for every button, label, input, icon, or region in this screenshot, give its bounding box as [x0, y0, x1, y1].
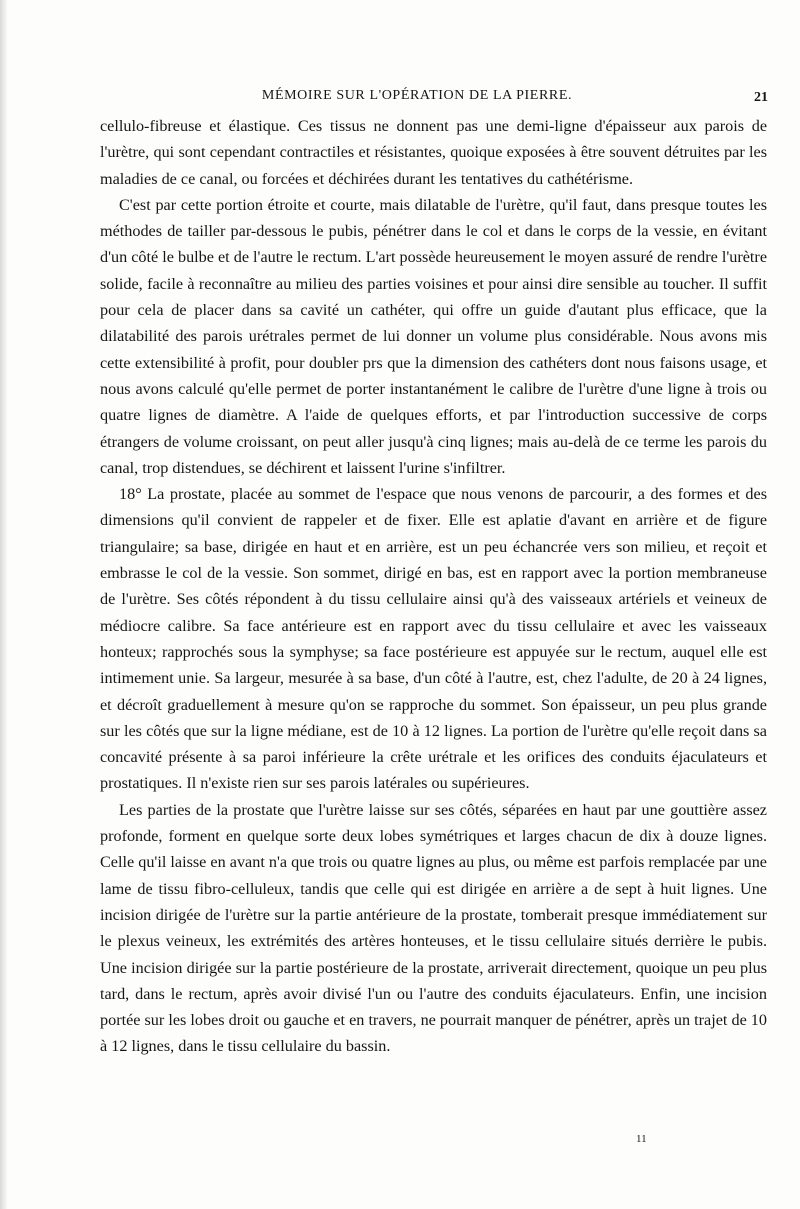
- paragraph-prostate-18: 18° La prostate, placée au sommet de l'espace que nous venons de parcourir, a des formes et des dimensions qu'il convient de rappeler et de fixer. Elle est aplatie d'avant en arrière et de figure triangulaire; sa base, dirigée en haut et en arrière, est un peu échancrée vers son milieu, et reçoit et embrasse le col de la vessie. Son sommet, dirigé en bas, est en rapport avec la portion membraneuse de l'urètre. Ses côtés répondent à du tissu cellulaire ainsi qu'à des vaisseaux artériels et veineux de médiocre calibre. Sa face antérieure est en rapport avec du tissu cellulaire et avec les vaisseaux honteux; rapprochés sous la symphyse; sa face postérieure est appuyée sur le rectum, auquel elle est intimement unie. Sa largeur, mesurée à sa base, d'un côté à l'autre, est, chez l'adulte, de 20 à 24 lignes, et décroît graduellement à mesure qu'on se rapproche du sommet. Son épaisseur, un peu plus grande sur les côtés que sur la ligne médiane, est de 10 à 12 lignes. La portion de l'urètre qu'elle reçoit dans sa concavité présente à sa paroi inférieure la crête urétrale et les orifices des conduits éjaculateurs et prostatiques. Il n'existe rien sur ses parois latérales ou supérieures.: [100, 485, 767, 793]
- running-title: MÉMOIRE SUR L'OPÉRATION DE LA PIERRE.: [261, 88, 573, 103]
- page-edge-shadow: [0, 0, 8, 1209]
- paragraph-continuation: cellulo-fibreuse et élastique. Ces tissus ne donnent pas une demi-ligne d'épaisseur aux parois de l'urètre, qui sont cependant contractiles et résistantes, quoique exposées à être souvent détruites par les maladies de ce canal, ou forcées et déchirées durant les tentatives du cathétérisme.: [100, 117, 767, 188]
- page-number: 21: [754, 90, 768, 105]
- body-text: [100, 113, 767, 1060]
- signature-mark: 11: [636, 1133, 647, 1145]
- paragraph-prostate-parts: Les parties de la prostate que l'urètre laisse sur ses côtés, séparées en haut par une gouttière assez profonde, forment en quelque sorte deux lobes symétriques et larges chacun de dix à douze lignes. Celle qu'il laisse en avant n'a que trois ou quatre lignes au plus, ou même est parfois remplacée par une lame de tissu fibro-celluleux, tandis que celle qui est dirigée en arrière a de sept à huit lignes. Une incision dirigée de l'urètre sur la partie antérieure de la prostate, tomberait presque immédiatement sur le plexus veineux, les extrémités des artères honteuses, et le tissu cellulaire situés derrière le pubis. Une incision dirigée sur la partie postérieure de la prostate, arriverait directement, quoique un peu plus tard, dans le rectum, après avoir divisé l'un ou l'autre des conduits éjaculateurs. Enfin, une incision portée sur les lobes droit ou gauche et en travers, ne pourrait manquer de pénétrer, après un trajet de 10 à 12 lignes, dans le tissu cellulaire du bassin.: [100, 800, 767, 1056]
- paragraph-urethra-portion: C'est par cette portion étroite et courte, mais dilatable de l'urètre, qu'il faut, dans presque toutes les méthodes de tailler par-dessous le pubis, pénétrer dans le col et dans le corps de la vessie, en évitant d'un côté le bulbe et de l'autre le rectum. L'art possède heureusement le moyen assuré de rendre l'urètre solide, facile à reconnaître au milieu des parties voisines et pour ainsi dire sensible au toucher. Il suffit pour cela de placer dans sa cavité un cathéter, qui offre un guide d'autant plus efficace, que la dilatabilité des parois urétrales permet de lui donner un volume plus considérable. Nous avons mis cette extensibilité à profit, pour doubler prs que la dimension des cathéters dont nous faisons usage, et nous avons calculé qu'elle permet de porter instantanément le calibre de l'urètre d'une ligne à trois ou quatre lignes de diamètre. A l'aide de quelques efforts, et par l'introduction successive de corps étrangers de volume croissant, on peut aller jusqu'à cinq lignes; mais au-delà de ce terme les parois du canal, trop distendues, se déchirent et laissent l'urine s'infiltrer.: [100, 195, 767, 477]
